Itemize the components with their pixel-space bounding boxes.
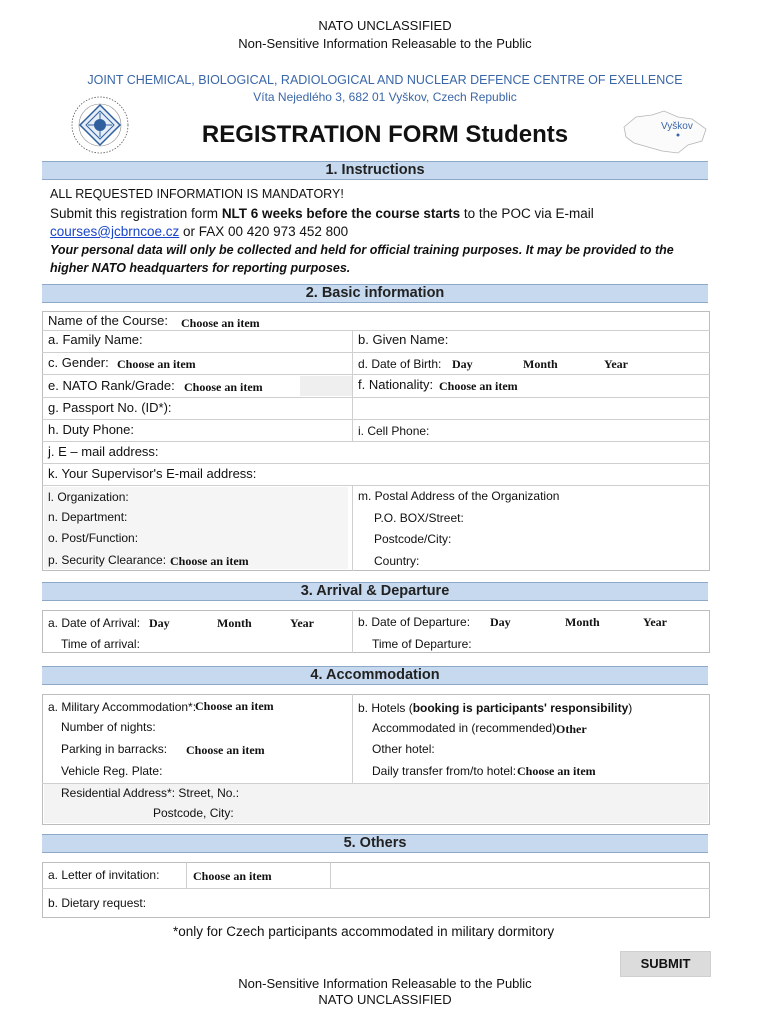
parking-label: Parking in barracks: (61, 742, 168, 756)
dietary-request-label: b. Dietary request: (48, 896, 147, 910)
gender-label: c. Gender: (48, 355, 109, 370)
invitation-letter-label: a. Letter of invitation: (48, 868, 160, 882)
family-name-label: a. Family Name: (48, 332, 143, 347)
gender-select[interactable]: Choose an item (117, 357, 196, 371)
rank-select[interactable]: Choose an item (184, 380, 263, 394)
czech-map (618, 107, 713, 159)
section-arrival-header: 3. Arrival & Departure (42, 582, 708, 601)
given-name-label: b. Given Name: (358, 332, 449, 347)
departure-year-select[interactable]: Year (643, 615, 667, 629)
nationality-label: f. Nationality: (358, 377, 434, 392)
parking-select[interactable]: Choose an item (186, 743, 265, 757)
classification-bottom: NATO UNCLASSIFIED (318, 992, 452, 1007)
classification-top: NATO UNCLASSIFIED (318, 18, 452, 33)
other-hotel-label: Other hotel: (372, 742, 435, 756)
transfer-select[interactable]: Choose an item (517, 764, 596, 778)
postal-address-label: m. Postal Address of the Organization (358, 489, 560, 503)
residential-postcode-label: Postcode, City: (153, 806, 234, 820)
arrival-date-label: a. Date of Arrival: (48, 616, 141, 630)
releasability-bottom: Non-Sensitive Information Releasable to the Public (238, 976, 532, 991)
course-name-label: Name of the Course: (48, 313, 168, 328)
arrival-year-select[interactable]: Year (290, 616, 314, 630)
birth-date-label: d. Date of Birth: (358, 357, 442, 371)
submit-deadline: NLT 6 weeks before the course starts (221, 206, 461, 221)
departure-month-select[interactable]: Month (565, 615, 600, 629)
postcode-city-label: Postcode/City: (374, 532, 452, 546)
submit-instruction-suffix: to the POC via E-mail (460, 206, 594, 221)
nationality-select[interactable]: Choose an item (439, 379, 518, 393)
invitation-letter-select[interactable]: Choose an item (193, 869, 272, 883)
birth-month-select[interactable]: Month (523, 357, 558, 371)
rank-label: e. NATO Rank/Grade: (48, 378, 175, 393)
fax-number: or FAX 00 420 973 452 800 (179, 224, 349, 239)
cell-phone-label: i. Cell Phone: (358, 424, 430, 438)
section-accommodation-header: 4. Accommodation (42, 666, 708, 685)
privacy-note-line1: Your personal data will only be collected and held for official training purposes. It may be provided to the (50, 243, 674, 257)
departure-day-select[interactable]: Day (490, 615, 511, 629)
country-label: Country: (374, 554, 420, 568)
section-basic-header: 2. Basic information (42, 284, 708, 303)
form-title: REGISTRATION FORM Students (201, 121, 569, 148)
poc-email-link[interactable]: courses@jcbrncoe.cz (50, 224, 180, 239)
supervisor-email-label: k. Your Supervisor's E-mail address: (48, 466, 257, 481)
hotels-booking-note: booking is participants' responsibility (412, 701, 629, 715)
military-accommodation-select[interactable]: Choose an item (195, 699, 274, 713)
submit-button[interactable]: SUBMIT (620, 951, 711, 977)
email-label: j. E – mail address: (48, 444, 159, 459)
course-name-select[interactable]: Choose an item (181, 316, 260, 330)
mandatory-notice: ALL REQUESTED INFORMATION IS MANDATORY! (50, 187, 344, 201)
arrival-time-label: Time of arrival: (61, 637, 140, 651)
privacy-note-line2: higher NATO headquarters for reporting purposes. (50, 261, 351, 275)
post-function-label: o. Post/Function: (48, 531, 139, 545)
security-clearance-label: p. Security Clearance: (48, 553, 167, 567)
arrival-day-select[interactable]: Day (149, 616, 170, 630)
residential-address-label: Residential Address*: Street, No.: (61, 786, 240, 800)
hotels-label-suffix: ) (628, 701, 633, 715)
organization-name: JOINT CHEMICAL, BIOLOGICAL, RADIOLOGICAL AND NUCLEAR DEFENCE CENTRE OF EXELLENCE (87, 73, 683, 87)
nights-label: Number of nights: (61, 720, 156, 734)
hotels-label-prefix: b. Hotels ( (358, 701, 413, 715)
security-clearance-select[interactable]: Choose an item (170, 554, 249, 568)
submit-instruction (50, 205, 594, 223)
departure-time-label: Time of Departure: (372, 637, 472, 651)
military-accommodation-label: a. Military Accommodation*: (48, 700, 197, 714)
releasability-top: Non-Sensitive Information Releasable to the Public (238, 36, 532, 51)
passport-label: g. Passport No. (ID*): (48, 400, 172, 415)
birth-year-select[interactable]: Year (604, 357, 628, 371)
hotels-label (358, 700, 632, 716)
map-label: Vyškov (661, 121, 693, 132)
organization-label: l. Organization: (48, 490, 129, 504)
po-box-label: P.O. BOX/Street: (374, 511, 464, 525)
duty-phone-label: h. Duty Phone: (48, 422, 134, 437)
department-label: n. Department: (48, 510, 128, 524)
section-others-header: 5. Others (42, 834, 708, 853)
accommodated-select[interactable]: Other (556, 722, 587, 736)
organization-address: Víta Nejedlého 3, 682 01 Vyškov, Czech Republic (253, 90, 517, 104)
submit-instruction-prefix: Submit this registration form (50, 206, 222, 221)
footnote: *only for Czech participants accommodated in military dormitory (173, 924, 555, 939)
contact-line (50, 223, 348, 241)
vehicle-plate-label: Vehicle Reg. Plate: (61, 764, 163, 778)
accommodated-label: Accommodated in (recommended): (372, 721, 560, 735)
arrival-month-select[interactable]: Month (217, 616, 252, 630)
transfer-label: Daily transfer from/to hotel: (372, 764, 517, 778)
section-instructions-header: 1. Instructions (42, 161, 708, 180)
birth-day-select[interactable]: Day (452, 357, 473, 371)
departure-date-label: b. Date of Departure: (358, 615, 471, 629)
